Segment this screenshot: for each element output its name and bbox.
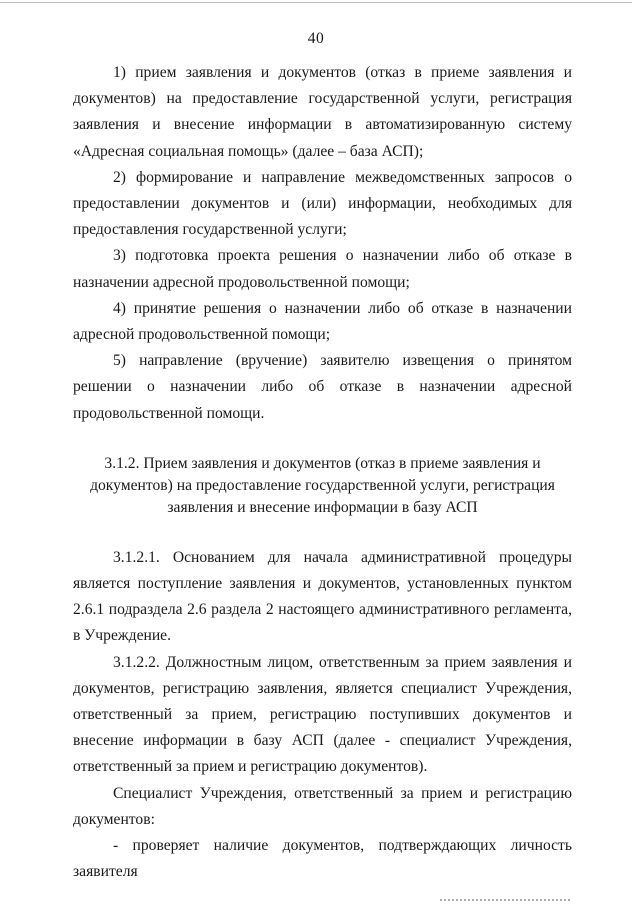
paragraph-checks-documents: - проверяет наличие документов, подтверждающих личность заявителя: [73, 837, 572, 881]
list-item-1: 1) прием заявления и документов (отказ в приеме заявления и документов) на предоставление государственной услуги, регистрация заявления и внесение информации в автоматизированную систему «Адресная социальная помощь» (далее – база АСП);: [73, 64, 572, 160]
top-rule: [0, 2, 632, 3]
paragraph-3-1-2-2: 3.1.2.2. Должностным лицом, ответственным за прием заявления и документов, регистрацию заявления, является специалист Учреждения, ответственный за прием, регистрацию поступивших документов и внесение информации в базу АСП (далее - специалист Учреждения, ответственный за прием и регистрацию документов).: [73, 653, 572, 776]
list-item-3: 3) подготовка проекта решения о назначении либо об отказе в назначении адресной продовольственной помощи;: [73, 247, 572, 291]
list-item-2: 2) формирование и направление межведомственных запросов о предоставлении документов и (или) информации, необходимых для предоставления государственной услуги;: [73, 168, 572, 239]
list-item-5: 5) направление (вручение) заявителю извещения о принятом решении о назначении либо об отказе в назначении адресной продовольственной помощи.: [73, 352, 572, 422]
section-heading: 3.1.2. Прием заявления и документов (отказ в приеме заявления и документов) на предоставление государственной услуги, регистрация заявления и внесение информации в базу АСП: [90, 454, 555, 516]
scan-artifact: [440, 899, 570, 904]
paragraph-3-1-2-1: 3.1.2.1. Основанием для начала административной процедуры является поступление заявления и документов, установленных пунктом 2.6.1 подраздела 2.6 раздела 2 настоящего административного регламента, в Учреждение.: [73, 548, 572, 645]
page-number: 40: [307, 30, 325, 47]
document-body: [73, 60, 572, 885]
list-item-4: 4) принятие решения о назначении либо об отказе в назначении адресной продовольственной помощи;: [73, 299, 572, 344]
paragraph-specialist: Специалист Учреждения, ответственный за прием и регистрацию документов:: [73, 784, 572, 828]
